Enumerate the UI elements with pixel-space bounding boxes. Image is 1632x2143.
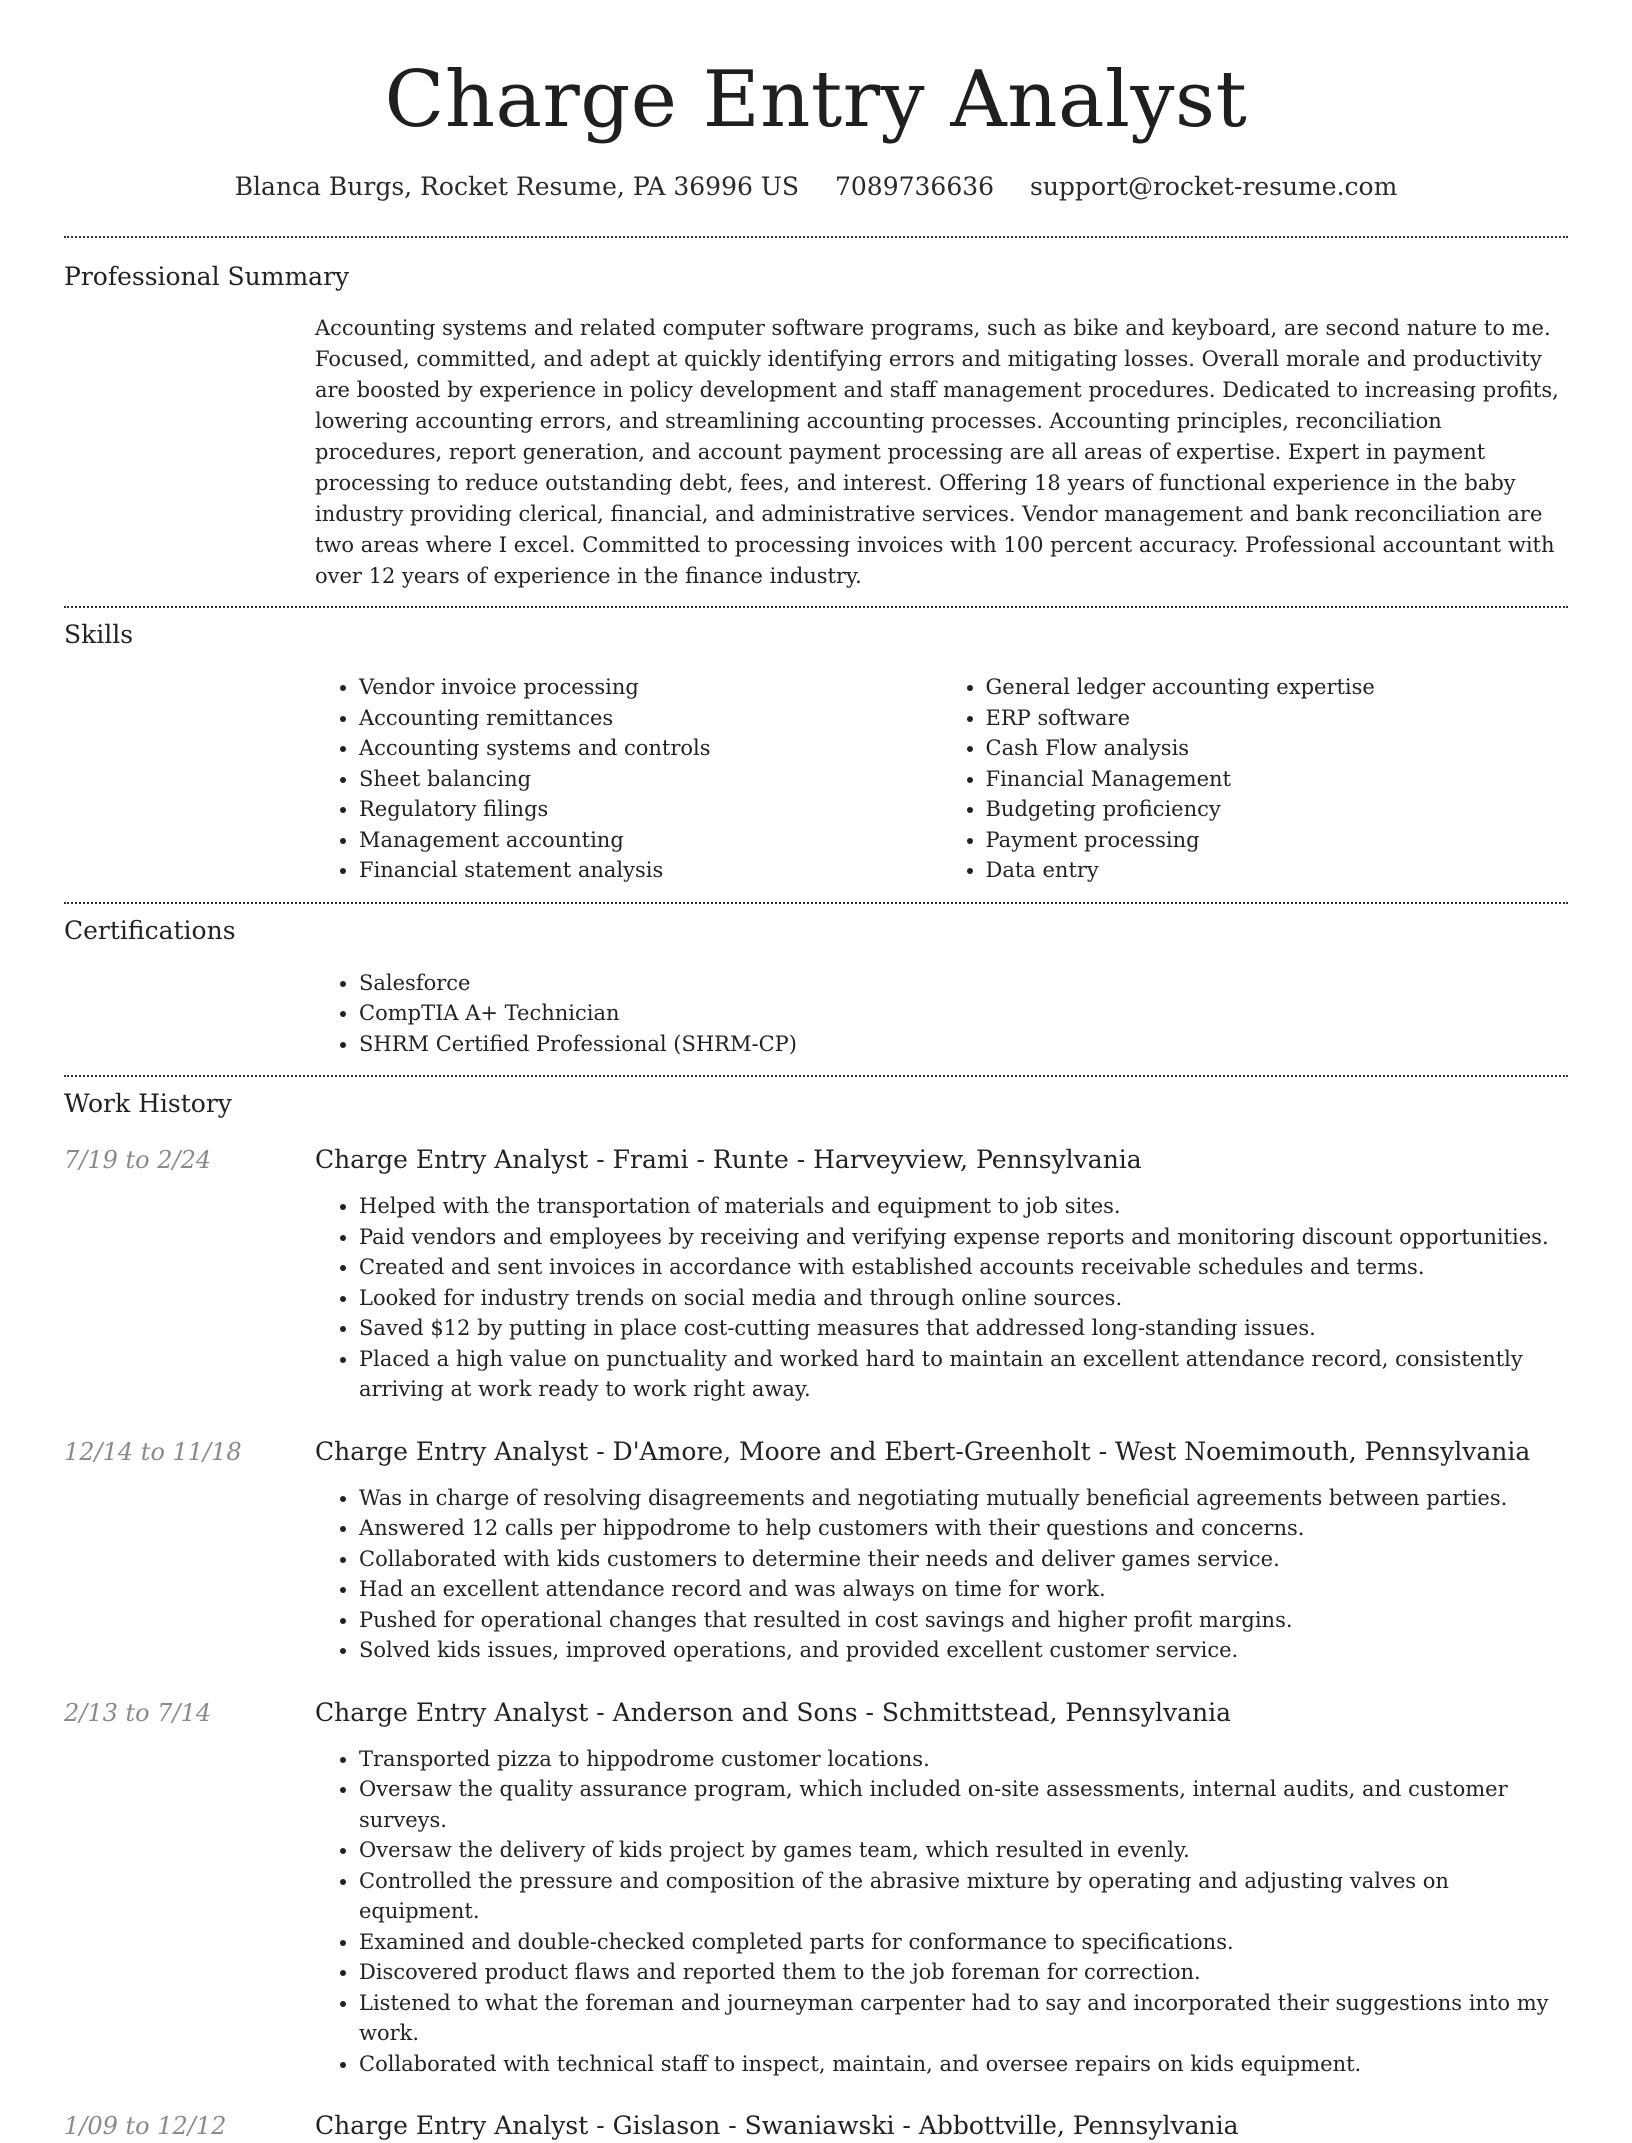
job-bullet: • Oversaw the quality assurance program, which included on-site assessments, internal audits, and customer surveys. — [359, 1774, 1568, 1835]
skill-item: • Management accounting — [359, 825, 942, 856]
job-title: Charge Entry Analyst - Frami - Runte - Harveyview, Pennsylvania — [315, 1145, 1142, 1174]
contact-phone: 7089736636 — [834, 172, 995, 201]
skill-item: • ERP software — [986, 703, 1569, 734]
skill-item: • Budgeting proficiency — [986, 794, 1569, 825]
skills-heading: Skills — [64, 620, 134, 649]
job-bullet: • Looked for industry trends on social media and through online sources. — [359, 1283, 1568, 1314]
contact-email[interactable]: support@rocket-resume.com — [1030, 172, 1398, 201]
job-bullet: • Collaborated with technical staff to inspect, maintain, and oversee repairs on kids equipment. — [359, 2049, 1568, 2080]
job-bullet: • Had an excellent attendance record and was always on time for work. — [359, 1574, 1568, 1605]
job-title: Charge Entry Analyst - D'Amore, Moore and Ebert-Greenholt - West Noemimouth, Pennsylvania — [315, 1436, 1531, 1466]
skill-item: • General ledger accounting expertise — [986, 672, 1569, 703]
job-title: Charge Entry Analyst - Gislason - Swaniawski - Abbottville, Pennsylvania — [315, 2111, 1239, 2140]
certifications-heading: Certifications — [64, 915, 236, 945]
job-bullet: • Discovered product flaws and reported them to the job foreman for correction. — [359, 1957, 1568, 1988]
job-bullet: • Collaborated with kids customers to determine their needs and deliver games service. — [359, 1544, 1568, 1575]
contact-line — [64, 170, 1568, 204]
job-bullet: • Was in charge of resolving disagreements and negotiating mutually beneficial agreements between parties. — [359, 1483, 1568, 1514]
certification-item: • CompTIA A+ Technician — [359, 998, 1568, 1029]
job-bullet: • Helped with the transportation of materials and equipment to job sites. — [359, 1191, 1568, 1222]
job-bullet: • Oversaw the delivery of kids project by games team, which resulted in evenly. — [359, 1835, 1568, 1866]
work-history-section — [64, 1077, 1568, 2143]
job-bullet: • Transported pizza to hippodrome customer locations. — [359, 1744, 1568, 1775]
resume-page — [64, 0, 1568, 2143]
job-bullets — [315, 1744, 1568, 2080]
skill-item: • Payment processing — [986, 825, 1569, 856]
job-entry — [64, 1143, 1568, 1405]
job-date: 12/14 to 11/18 — [64, 1437, 242, 1466]
skill-item: • Financial Management — [986, 764, 1569, 795]
skills-list-left — [315, 672, 942, 886]
certification-item: • Salesforce — [359, 968, 1568, 999]
resume-title: Charge Entry Analyst — [384, 55, 1248, 145]
skill-item: • Data entry — [986, 855, 1569, 886]
contact-address: Blanca Burgs, Rocket Resume, PA 36996 US — [234, 172, 800, 201]
skills-section — [64, 608, 1568, 902]
summary-heading: Professional Summary — [64, 262, 350, 291]
job-title: Charge Entry Analyst - Anderson and Sons - Schmittstead, Pennsylvania — [315, 1697, 1232, 1727]
certifications-section — [64, 904, 1568, 1076]
skill-item: • Vendor invoice processing — [359, 672, 942, 703]
job-bullet: • Pushed for operational changes that resulted in cost savings and higher profit margins. — [359, 1605, 1568, 1636]
job-bullet: • Answered 12 calls per hippodrome to help customers with their questions and concerns. — [359, 1513, 1568, 1544]
job-bullet: • Created and sent invoices in accordance with established accounts receivable schedules and terms. — [359, 1252, 1568, 1283]
job-date: 1/09 to 12/12 — [64, 2112, 227, 2140]
job-bullet: • Examined and double-checked completed parts for conformance to specifications. — [359, 1927, 1568, 1958]
job-entry — [64, 1696, 1568, 2080]
skill-item: • Sheet balancing — [359, 764, 942, 795]
skill-item: • Regulatory filings — [359, 794, 942, 825]
job-bullets — [315, 1191, 1568, 1405]
job-bullet: • Saved $12 by putting in place cost-cutting measures that addressed long-standing issues. — [359, 1313, 1568, 1344]
certification-item: • SHRM Certified Professional (SHRM-CP) — [359, 1029, 1568, 1060]
job-entry — [64, 2109, 1568, 2143]
job-date: 2/13 to 7/14 — [64, 1698, 212, 1727]
skill-item: • Accounting remittances — [359, 703, 942, 734]
job-bullets — [315, 1483, 1568, 1666]
skill-item: • Cash Flow analysis — [986, 733, 1569, 764]
work-history-heading: Work History — [64, 1089, 232, 1118]
job-bullet: • Listened to what the foreman and journeyman carpenter had to say and incorporated their suggestions into my work. — [359, 1988, 1568, 2049]
skill-item: • Accounting systems and controls — [359, 733, 942, 764]
job-bullet: • Paid vendors and employees by receiving and verifying expense reports and monitoring discount opportunities. — [359, 1222, 1568, 1253]
certifications-list — [315, 968, 1568, 1060]
job-entry — [64, 1435, 1568, 1666]
summary-text: Accounting systems and related computer software programs, such as bike and keyboard, are second nature to me. Focused, committed, and adept at quickly identifying errors and mitigating losses. Overall morale and productivity are boosted by experience in policy development and staff management procedures. Dedicated to increasing profits, lowering accounting errors, and streamlining accounting processes. Accounting principles, reconciliation procedures, report generation, and account payment processing are all areas of expertise. Expert in payment processing to reduce outstanding debt, fees, and interest. Offering 18 years of functional experience in the baby industry providing clerical, financial, and administrative services. Vendor management and bank reconciliation are two areas where I excel. Committed to processing invoices with 100 percent accuracy. Professional accountant with over 12 years of experience in the finance industry. — [315, 316, 1559, 588]
skills-list-right — [942, 672, 1569, 886]
job-bullet: • Controlled the pressure and composition of the abrasive mixture by operating and adjusting valves on equipment. — [359, 1866, 1568, 1927]
skill-item: • Financial statement analysis — [359, 855, 942, 886]
summary-section — [64, 238, 1568, 606]
job-bullet: • Placed a high value on punctuality and worked hard to maintain an excellent attendance record, consistently arriving at work ready to work right away. — [359, 1344, 1568, 1405]
job-date: 7/19 to 2/24 — [64, 1146, 212, 1174]
job-bullet: • Solved kids issues, improved operations, and provided excellent customer service. — [359, 1635, 1568, 1666]
